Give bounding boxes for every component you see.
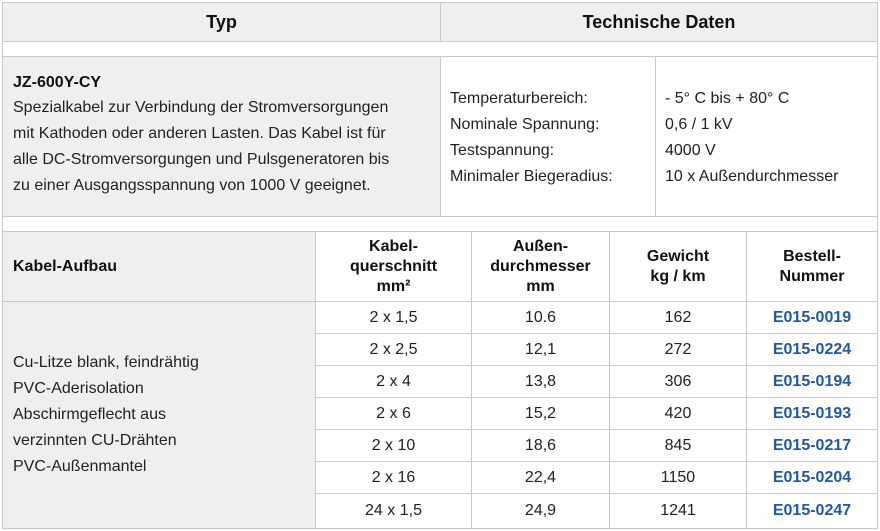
- column-header-line: durchmesser: [490, 257, 591, 275]
- typ-header: Typ: [2, 2, 441, 42]
- order-number-link[interactable]: E015-0204: [772, 468, 852, 486]
- order-number-link[interactable]: E015-0019: [772, 308, 852, 326]
- spec-label: Minimaler Biegeradius:: [450, 168, 613, 185]
- spacer-row: [2, 216, 878, 232]
- description-line: zu einer Ausgangsspannung von 1000 V geeignet.: [13, 177, 371, 194]
- cell-order-number: [746, 333, 878, 366]
- column-header-line: querschnitt: [349, 257, 438, 275]
- description-line: Spezialkabel zur Verbindung der Stromversorgungen: [13, 99, 389, 116]
- construction-line: verzinnten CU-Drähten: [13, 432, 177, 449]
- cell-diameter: 13,8: [471, 365, 610, 398]
- spec-value: - 5° C bis + 80° C: [665, 90, 790, 107]
- construction-line: PVC-Außenmantel: [13, 458, 147, 475]
- column-header-gewicht: [609, 231, 747, 302]
- order-number-link[interactable]: E015-0224: [772, 340, 852, 358]
- cell-order-number: [746, 429, 878, 462]
- column-header-line: Außen-: [512, 237, 569, 255]
- cell-diameter: 10.6: [471, 301, 610, 334]
- construction-line: Cu-Litze blank, feindrähtig: [13, 354, 199, 371]
- cell-diameter: 18,6: [471, 429, 610, 462]
- product-name: JZ-600Y-CY: [13, 74, 102, 91]
- column-header-line: kg / km: [650, 267, 706, 285]
- cell-diameter: 12,1: [471, 333, 610, 366]
- order-number-link[interactable]: E015-0193: [772, 404, 852, 422]
- cell-order-number: [746, 397, 878, 430]
- cell-cross-section: 24 x 1,5: [315, 493, 472, 529]
- cell-weight: 272: [609, 333, 747, 366]
- cell-cross-section: 2 x 1,5: [315, 301, 472, 334]
- column-header-line: Gewicht: [646, 247, 710, 265]
- cell-weight: 1150: [609, 461, 747, 494]
- column-header-line: mm: [526, 277, 555, 295]
- cell-weight: 1241: [609, 493, 747, 529]
- description-line: mit Kathoden oder anderen Lasten. Das Kabel ist für: [13, 125, 386, 142]
- spec-label: Temperaturbereich:: [450, 90, 588, 107]
- spec-value: 0,6 / 1 kV: [665, 116, 733, 133]
- cell-diameter: 24,9: [471, 493, 610, 529]
- description-line: alle DC-Stromversorgungen und Pulsgeneratoren bis: [13, 151, 390, 168]
- column-header-line: Bestell-: [783, 247, 841, 265]
- construction-cell: [2, 301, 316, 529]
- cell-cross-section: 2 x 6: [315, 397, 472, 430]
- column-header-querschnitt: [315, 231, 472, 302]
- specs-labels-cell: [440, 56, 656, 217]
- cell-diameter: 15,2: [471, 397, 610, 430]
- spec-value: 4000 V: [665, 142, 716, 159]
- order-number-link[interactable]: E015-0217: [772, 436, 852, 454]
- cell-weight: 306: [609, 365, 747, 398]
- order-number-link[interactable]: E015-0247: [772, 502, 852, 519]
- cell-weight: 845: [609, 429, 747, 462]
- cell-order-number: [746, 493, 878, 529]
- column-header-bestellnummer: [746, 231, 878, 302]
- order-number-link[interactable]: E015-0194: [772, 372, 852, 390]
- column-header-line: Nummer: [779, 267, 845, 285]
- cell-cross-section: 2 x 4: [315, 365, 472, 398]
- spec-label: Nominale Spannung:: [450, 116, 600, 133]
- cell-weight: 162: [609, 301, 747, 334]
- construction-line: Abschirmgeflecht aus: [13, 406, 166, 423]
- cell-cross-section: 2 x 10: [315, 429, 472, 462]
- cell-cross-section: 2 x 2,5: [315, 333, 472, 366]
- cell-cross-section: 2 x 16: [315, 461, 472, 494]
- cell-order-number: [746, 365, 878, 398]
- spec-label: Testspannung:: [450, 142, 555, 159]
- spacer-row: [2, 41, 878, 57]
- cell-weight: 420: [609, 397, 747, 430]
- column-header-line: mm²: [376, 277, 411, 295]
- construction-line: PVC-Aderisolation: [13, 380, 144, 397]
- product-description: [13, 95, 430, 199]
- product-description-cell: [2, 56, 441, 217]
- column-header-line: Kabel-: [369, 237, 418, 255]
- column-header-label: Kabel-Aufbau: [13, 257, 117, 275]
- specs-values-cell: [655, 56, 878, 217]
- technische-daten-header: Technische Daten: [440, 2, 878, 42]
- spec-value: 10 x Außendurchmesser: [665, 168, 839, 185]
- cell-diameter: 22,4: [471, 461, 610, 494]
- cell-order-number: [746, 301, 878, 334]
- column-header-kabel-aufbau: [2, 231, 316, 302]
- cell-order-number: [746, 461, 878, 494]
- column-header-durchmesser: [471, 231, 610, 302]
